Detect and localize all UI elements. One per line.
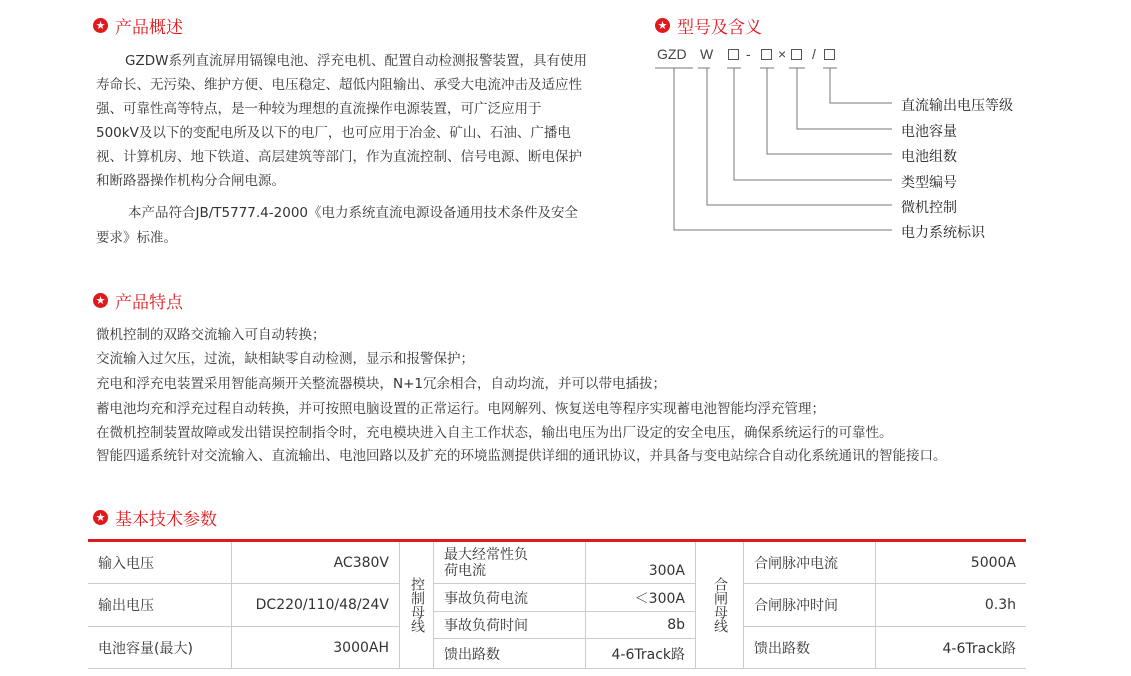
spec-value: 4-6Track路 [586, 639, 696, 669]
code-times: × [778, 46, 787, 62]
code-slash: / [812, 46, 816, 62]
label-voltage-level: 直流输出电压等级 [901, 98, 1013, 114]
heading-text: 产品特点 [115, 293, 183, 313]
spec-label: 最大经常性负荷电流 [434, 542, 586, 584]
spec-value: ＜300A [586, 584, 696, 612]
spec-label: 事故负荷电流 [434, 584, 586, 612]
star-icon: ★ [93, 18, 108, 33]
text-line: 要求》标准。 [96, 230, 177, 246]
spec-label: 馈出路数 [434, 639, 586, 669]
heading-text: 型号及含义 [677, 18, 762, 38]
list-item: 交流输入过欠压，过流，缺相缺零自动检测，显示和报警保护； [96, 351, 474, 367]
list-item: 蓄电池均充和浮充过程自动转换，并可按照电脑设置的正常运行。电网解列、恢复送电等程序实现蓄电池智能均浮充管理； [96, 401, 825, 417]
heading-text: 产品概述 [115, 18, 183, 38]
code-w: W [700, 46, 714, 62]
spec-value: 0.3h [876, 584, 1026, 627]
spec-value: 5000A [876, 542, 1026, 584]
label-groups: 电池组数 [901, 149, 957, 165]
heading-text: 基本技术参数 [115, 510, 217, 530]
spec-label: 合闸脉冲时间 [744, 584, 876, 627]
star-icon: ★ [93, 293, 108, 308]
section-specs-heading [93, 505, 217, 530]
spec-label: 馈出路数 [744, 627, 876, 669]
spec-value: DC220/110/48/24V [232, 584, 400, 627]
spec-value: 300A [586, 542, 696, 584]
section-features-heading [93, 288, 183, 313]
text-line: 寿命长、无污染、维护方便、电压稳定、超低内阻输出、承受大电流冲击及适应性 [96, 77, 582, 93]
spec-value: 3000AH [232, 627, 400, 669]
list-item: 微机控制的双路交流输入可自动转换； [96, 327, 326, 343]
connector-lines [640, 40, 1060, 250]
spec-value: 4-6Track路 [876, 627, 1026, 669]
text-line: 500kV及以下的变配电所及以下的电厂，也可应用于冶金、矿山、石油、广播电 [96, 125, 571, 141]
star-icon: ★ [93, 510, 108, 525]
label-micro: 微机控制 [901, 200, 957, 216]
spec-label: 输入电压 [88, 542, 232, 584]
list-item: 在微机控制装置故障或发出错误控制指令时，充电模块进入自主工作状态，输出电压为出厂设定的安全电压，确保系统运行的可靠性。 [96, 425, 893, 441]
text-line: 本产品符合JB/T5777.4-2000《电力系统直流电源设备通用技术条件及安全 [128, 205, 579, 221]
spec-label: 事故负荷时间 [434, 612, 586, 639]
code-dash: - [746, 46, 751, 62]
section-model-heading [655, 13, 762, 38]
spec-value: AC380V [232, 542, 400, 584]
model-diagram [640, 40, 1060, 250]
text-line: 和断路器操作机构分合闸电源。 [96, 173, 285, 189]
text-line: 视、计算机房、地下铁道、高层建筑等部门，作为直流控制、信号电源、断电保护 [96, 149, 582, 165]
spec-label: 电池容量(最大) [88, 627, 232, 669]
label-capacity: 电池容量 [901, 124, 957, 140]
group-label-closing-bus: 合闸母线 [696, 542, 744, 669]
label-type: 类型编号 [901, 175, 957, 191]
text-line: 强、可靠性高等特点，是一种较为理想的直流操作电源装置，可广泛应用于 [96, 101, 542, 117]
group-label-control-bus: 控制母线 [400, 542, 434, 669]
star-icon: ★ [655, 18, 670, 33]
list-item: 充电和浮充电装置采用智能高频开关整流器模块，N+1冗余相合，自动均流，并可以带电插拔； [96, 376, 666, 392]
spec-label: 合闸脉冲电流 [744, 542, 876, 584]
spec-value: 8b [586, 612, 696, 639]
section-overview-heading [93, 13, 183, 38]
list-item: 智能四遥系统针对交流输入、直流输出、电池回路以及扩充的环境监测提供详细的通讯协议，并具备与变电站综合自动化系统通讯的智能接口。 [96, 448, 947, 464]
text-line: GZDW系列直流屏用镉镍电池、浮充电机、配置自动检测报警装置，具有使用 [125, 53, 587, 69]
label-power: 电力系统标识 [901, 225, 985, 241]
code-gzd: GZD [657, 46, 687, 62]
spec-label: 输出电压 [88, 584, 232, 627]
